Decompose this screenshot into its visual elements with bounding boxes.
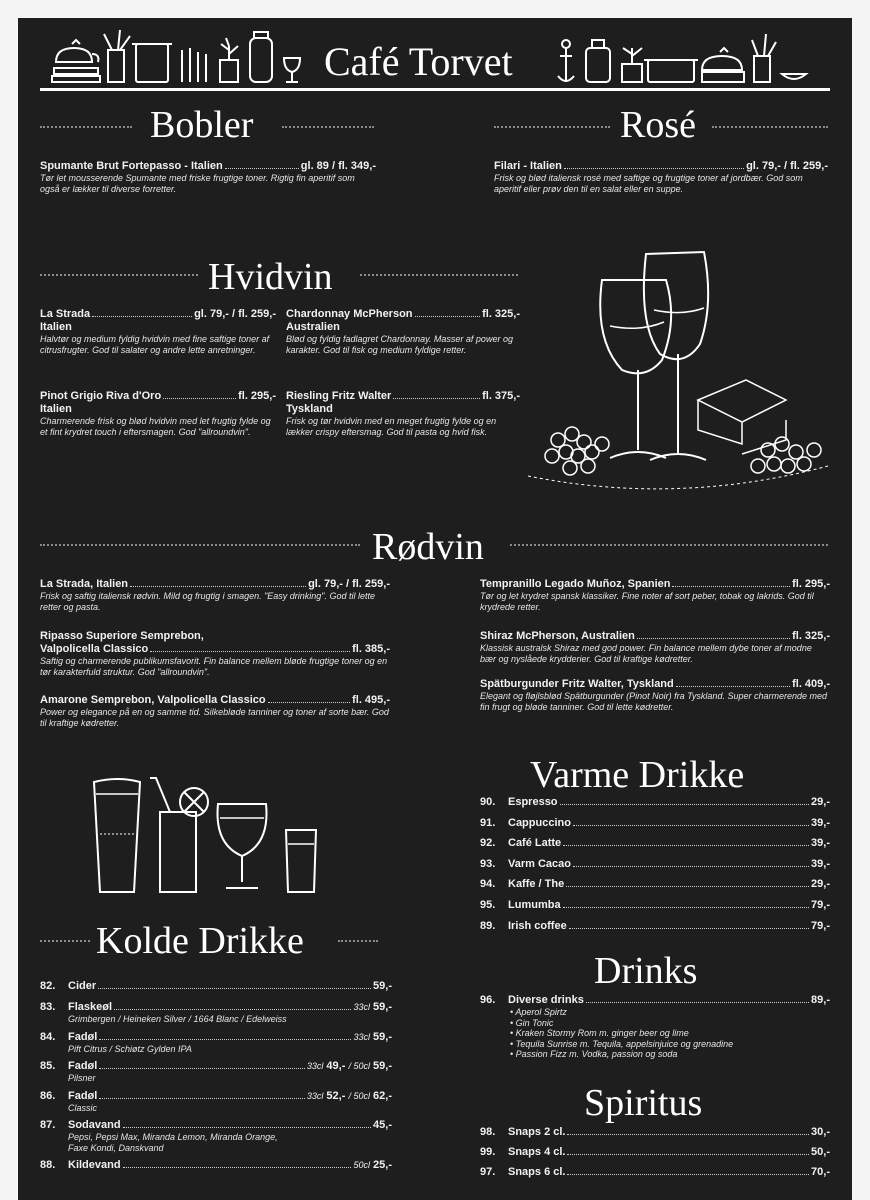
section-title-spiritus: Spiritus <box>584 1082 703 1124</box>
divider <box>40 940 90 942</box>
item-origin: Tyskland <box>286 403 333 415</box>
item-name: Valpolicella Classico <box>40 643 149 655</box>
bullet-item: • Aperol Spirtz <box>510 1007 567 1017</box>
item-desc: Halvtør og medium fyldig hvidvin med fine saftige toner af citrusfrugter. God til salater og andre lette anretninger. <box>40 334 270 355</box>
divider <box>40 274 198 276</box>
item-desc: Faxe Kondi, Danskvand <box>68 1142 164 1153</box>
item-number: 87. <box>40 1119 56 1131</box>
header-illustration-left <box>50 24 310 90</box>
item-name: Kildevand <box>68 1159 121 1171</box>
drinks-list <box>480 994 830 1060</box>
list-item <box>480 837 830 850</box>
item-desc: Saftig og charmerende publikumsfavorit. Fin balance mellem bløde frugtige toner og en tør karakterfuld struktur. God "allroundvin". <box>40 656 388 677</box>
item-price: 45,- <box>373 1119 392 1131</box>
section-title-kolde: Kolde Drikke <box>96 920 304 962</box>
bobler-item <box>40 160 376 194</box>
item-price: 59,- <box>373 980 392 992</box>
hvidvin-item <box>286 308 520 355</box>
list-item <box>40 1060 392 1084</box>
item-desc: Elegant og fløjlsblød Spätburgunder (Pinot Noir) fra Tyskland. Super charmerende med fin frugt og bløde tanniner. God til lette kødretter. <box>480 691 828 712</box>
item-desc: Classic <box>68 1102 98 1113</box>
item-price: fl. 325,- <box>482 308 520 320</box>
item-size: 33cl <box>353 1002 370 1012</box>
hvidvin-item <box>40 308 276 355</box>
item-desc: Pift Citrus / Schiøtz Gylden IPA <box>68 1043 192 1054</box>
item-name: Spätburgunder Fritz Walter, Tyskland <box>480 678 674 690</box>
item-name: Snaps 6 cl. <box>508 1166 566 1178</box>
item-price: gl. 79,- / fl. 259,- <box>194 308 276 320</box>
item-price: fl. 385,- <box>352 643 390 655</box>
rodvin-item <box>40 630 390 677</box>
item-price: 70,- <box>811 1166 830 1178</box>
hvidvin-item <box>40 390 276 437</box>
divider <box>510 544 828 546</box>
list-item <box>40 1119 392 1153</box>
divider <box>712 126 828 128</box>
item-number: 86. <box>40 1089 56 1102</box>
item-price: 59,- <box>373 1060 392 1072</box>
item-name: Riesling Fritz Walter <box>286 390 392 402</box>
item-name: Cider <box>68 980 97 992</box>
item-price: fl. 295,- <box>238 390 276 402</box>
item-name: Amarone Semprebon, Valpolicella Classico <box>40 694 266 706</box>
spiritus-list <box>480 1126 830 1179</box>
item-name: Flaskeøl <box>68 1001 113 1013</box>
item-desc: Grimbergen / Heineken Silver / 1664 Blanc / Edelweiss <box>68 1014 287 1024</box>
rodvin-item <box>40 578 390 612</box>
item-desc: Frisk og saftig italiensk rødvin. Mild og frugtig i smagen. "Easy drinking". God til lette retter og pasta. <box>40 591 376 612</box>
rodvin-item <box>40 694 390 728</box>
list-item <box>480 994 830 1007</box>
section-title-bobler: Bobler <box>150 104 254 146</box>
item-name: Snaps 4 cl. <box>508 1146 566 1158</box>
item-price: 49,- <box>326 1060 346 1072</box>
item-price: 30,- <box>811 1126 830 1138</box>
header-rule <box>40 88 830 91</box>
item-name: Kaffe / The <box>508 878 565 891</box>
item-desc: Power og elegance på en og samme tid. Silkebløde tanniner og toner af sorte bær. God til kraftige kødretter. <box>40 707 389 728</box>
item-price: 25,- <box>373 1159 392 1171</box>
item-price: 79,- <box>811 898 830 911</box>
item-name: Fadøl <box>68 1089 98 1102</box>
item-name: Ripasso Superiore Semprebon, <box>40 630 204 642</box>
list-item <box>40 1001 392 1025</box>
item-name: La Strada, Italien <box>40 578 129 590</box>
item-name: Espresso <box>508 796 558 808</box>
list-item <box>40 1159 392 1172</box>
rodvin-item <box>480 630 830 664</box>
item-price: 62,- <box>373 1089 392 1102</box>
item-number: 82. <box>40 980 56 992</box>
item-desc: Tør let mousserende Spumante med friske frugtige toner. Rigtig fin aperitif som også er lækker til diverse forretter. <box>40 173 355 194</box>
item-price: 79,- <box>811 919 830 932</box>
kolde-list <box>40 980 392 1172</box>
item-price: 29,- <box>811 796 830 808</box>
section-title-rodvin: Rødvin <box>372 526 484 568</box>
item-desc: Charmerende frisk og blød hvidvin med let frugtig fylde og et fint krydret touch i eftersmagen. God "allroundvin". <box>40 416 271 437</box>
section-title-varme: Varme Drikke <box>530 754 745 796</box>
item-name: Pinot Grigio Riva d'Oro <box>40 390 162 402</box>
item-number: 90. <box>480 796 496 808</box>
item-name: Fadøl <box>68 1060 98 1072</box>
menu-board <box>18 18 852 1200</box>
rose-item <box>494 160 828 194</box>
item-name: Tempranillo Legado Muñoz, Spanien <box>480 578 671 590</box>
item-price: gl. 79,- / fl. 259,- <box>308 578 390 590</box>
item-desc: Frisk og blød italiensk rosé med saftige og frugtige toner af jordbær. God som aperitif eller prøv den til en salat eller en suppe. <box>494 173 803 194</box>
header-illustration-right <box>556 26 836 90</box>
list-item <box>480 899 830 912</box>
item-origin: Italien <box>40 321 72 333</box>
list-item <box>480 1166 830 1179</box>
item-price: gl. 89 / fl. 349,- <box>300 160 376 172</box>
list-item <box>40 1090 392 1114</box>
list-item <box>480 878 830 891</box>
item-desc: Frisk og tør hvidvin med en meget frugtig fylde og en lækker crispy eftersmag. God til pasta og hvid fisk. <box>286 416 497 437</box>
item-desc: Klassisk australsk Shiraz med god power. Fin balance mellem dybe toner af modne bær og nyslåede krydderier. God til kraftige kødretter. <box>480 643 812 664</box>
bullet-item: • Passion Fizz m. Vodka, passion og soda <box>510 1049 678 1059</box>
item-price: 52,- <box>326 1089 346 1102</box>
item-number: 91. <box>480 816 496 829</box>
section-title-drinks: Drinks <box>594 950 698 992</box>
item-size: 33cl <box>306 1061 324 1071</box>
item-number: 97. <box>480 1166 496 1178</box>
section-title-rose: Rosé <box>620 104 696 146</box>
item-name: Cappuccino <box>508 816 571 829</box>
divider <box>494 126 610 128</box>
item-number: 99. <box>480 1146 496 1158</box>
item-price: 59,- <box>373 1030 392 1043</box>
item-price: 39,- <box>811 857 830 870</box>
item-price: gl. 79,- / fl. 259,- <box>746 160 828 172</box>
item-name: Varm Cacao <box>508 857 571 870</box>
varme-list <box>480 796 830 933</box>
bullet-item: • Gin Tonic <box>510 1017 554 1028</box>
item-desc: Tør og let krydret spansk klassiker. Fine noter af sort peber, tobak og lakrids. God til krydrede retter. <box>480 591 814 612</box>
drinks-bullets <box>480 1007 830 1060</box>
list-item <box>480 1126 830 1139</box>
list-item <box>480 817 830 830</box>
rodvin-item <box>480 578 830 612</box>
item-price: fl. 375,- <box>482 390 520 402</box>
divider <box>360 274 518 276</box>
item-number: 96. <box>480 994 496 1006</box>
item-price: fl. 495,- <box>352 694 390 706</box>
wine-glasses-illustration <box>518 230 836 510</box>
item-number: 85. <box>40 1060 56 1072</box>
item-number: 92. <box>480 837 496 850</box>
item-origin: Australien <box>286 321 340 333</box>
item-name: La Strada <box>40 308 91 320</box>
item-size: / 50cl <box>348 1061 370 1071</box>
bullet-item: • Kraken Stormy Rom m. ginger beer og lime <box>510 1028 689 1038</box>
item-number: 95. <box>480 898 496 911</box>
item-number: 83. <box>40 1001 56 1013</box>
rodvin-item <box>480 678 830 712</box>
item-size: 33cl <box>306 1090 324 1101</box>
hvidvin-item <box>286 390 520 437</box>
item-origin: Italien <box>40 403 72 415</box>
divider <box>282 126 374 128</box>
item-name: Shiraz McPherson, Australien <box>480 630 635 642</box>
divider <box>40 544 360 546</box>
list-item <box>480 796 830 809</box>
bullet-item: • Tequila Sunrise m. Tequila, appelsinjuice og grenadine <box>510 1038 734 1049</box>
item-desc: Pilsner <box>68 1073 96 1083</box>
item-name: Fadøl <box>68 1030 98 1043</box>
item-size: 33cl <box>353 1031 370 1042</box>
divider <box>40 126 132 128</box>
item-price: 59,- <box>373 1001 392 1013</box>
item-name: Diverse drinks <box>508 994 584 1006</box>
item-name: Snaps 2 cl. <box>508 1126 566 1138</box>
item-number: 89. <box>480 919 496 932</box>
item-price: 50,- <box>811 1146 830 1158</box>
item-name: Lumumba <box>508 898 561 911</box>
item-name: Sodavand <box>68 1119 121 1131</box>
item-name: Irish coffee <box>508 919 567 932</box>
item-number: 84. <box>40 1030 56 1043</box>
item-desc: Pepsi, Pepsi Max, Miranda Lemon, Miranda Orange, <box>68 1132 278 1142</box>
section-title-hvidvin: Hvidvin <box>208 256 333 298</box>
list-item <box>480 1146 830 1159</box>
item-number: 88. <box>40 1159 56 1171</box>
list-item <box>40 980 392 993</box>
item-number: 93. <box>480 857 496 870</box>
item-price: fl. 325,- <box>792 630 830 642</box>
item-price: fl. 295,- <box>792 578 830 590</box>
item-price: fl. 409,- <box>792 678 830 690</box>
item-name: Chardonnay McPherson <box>286 308 413 320</box>
list-item <box>480 920 830 933</box>
item-name: Café Latte <box>508 837 562 850</box>
cafe-title: Café Torvet <box>324 39 513 84</box>
item-name: Filari - Italien <box>494 160 562 172</box>
item-price: 39,- <box>811 816 830 829</box>
item-size: 50cl <box>353 1160 370 1170</box>
divider <box>338 940 378 942</box>
list-item <box>480 858 830 871</box>
item-size: / 50cl <box>348 1090 370 1101</box>
item-number: 94. <box>480 878 496 891</box>
item-price: 89,- <box>811 994 830 1006</box>
item-number: 98. <box>480 1126 496 1138</box>
item-price: 29,- <box>811 878 830 891</box>
item-desc: Blød og fyldig fadlagret Chardonnay. Masser af power og karakter. God til fisk og medium fyldige retter. <box>286 334 513 355</box>
item-price: 39,- <box>811 837 830 850</box>
drink-glasses-illustration <box>90 774 330 898</box>
list-item <box>40 1031 392 1055</box>
item-name: Spumante Brut Fortepasso - Italien <box>40 160 223 172</box>
